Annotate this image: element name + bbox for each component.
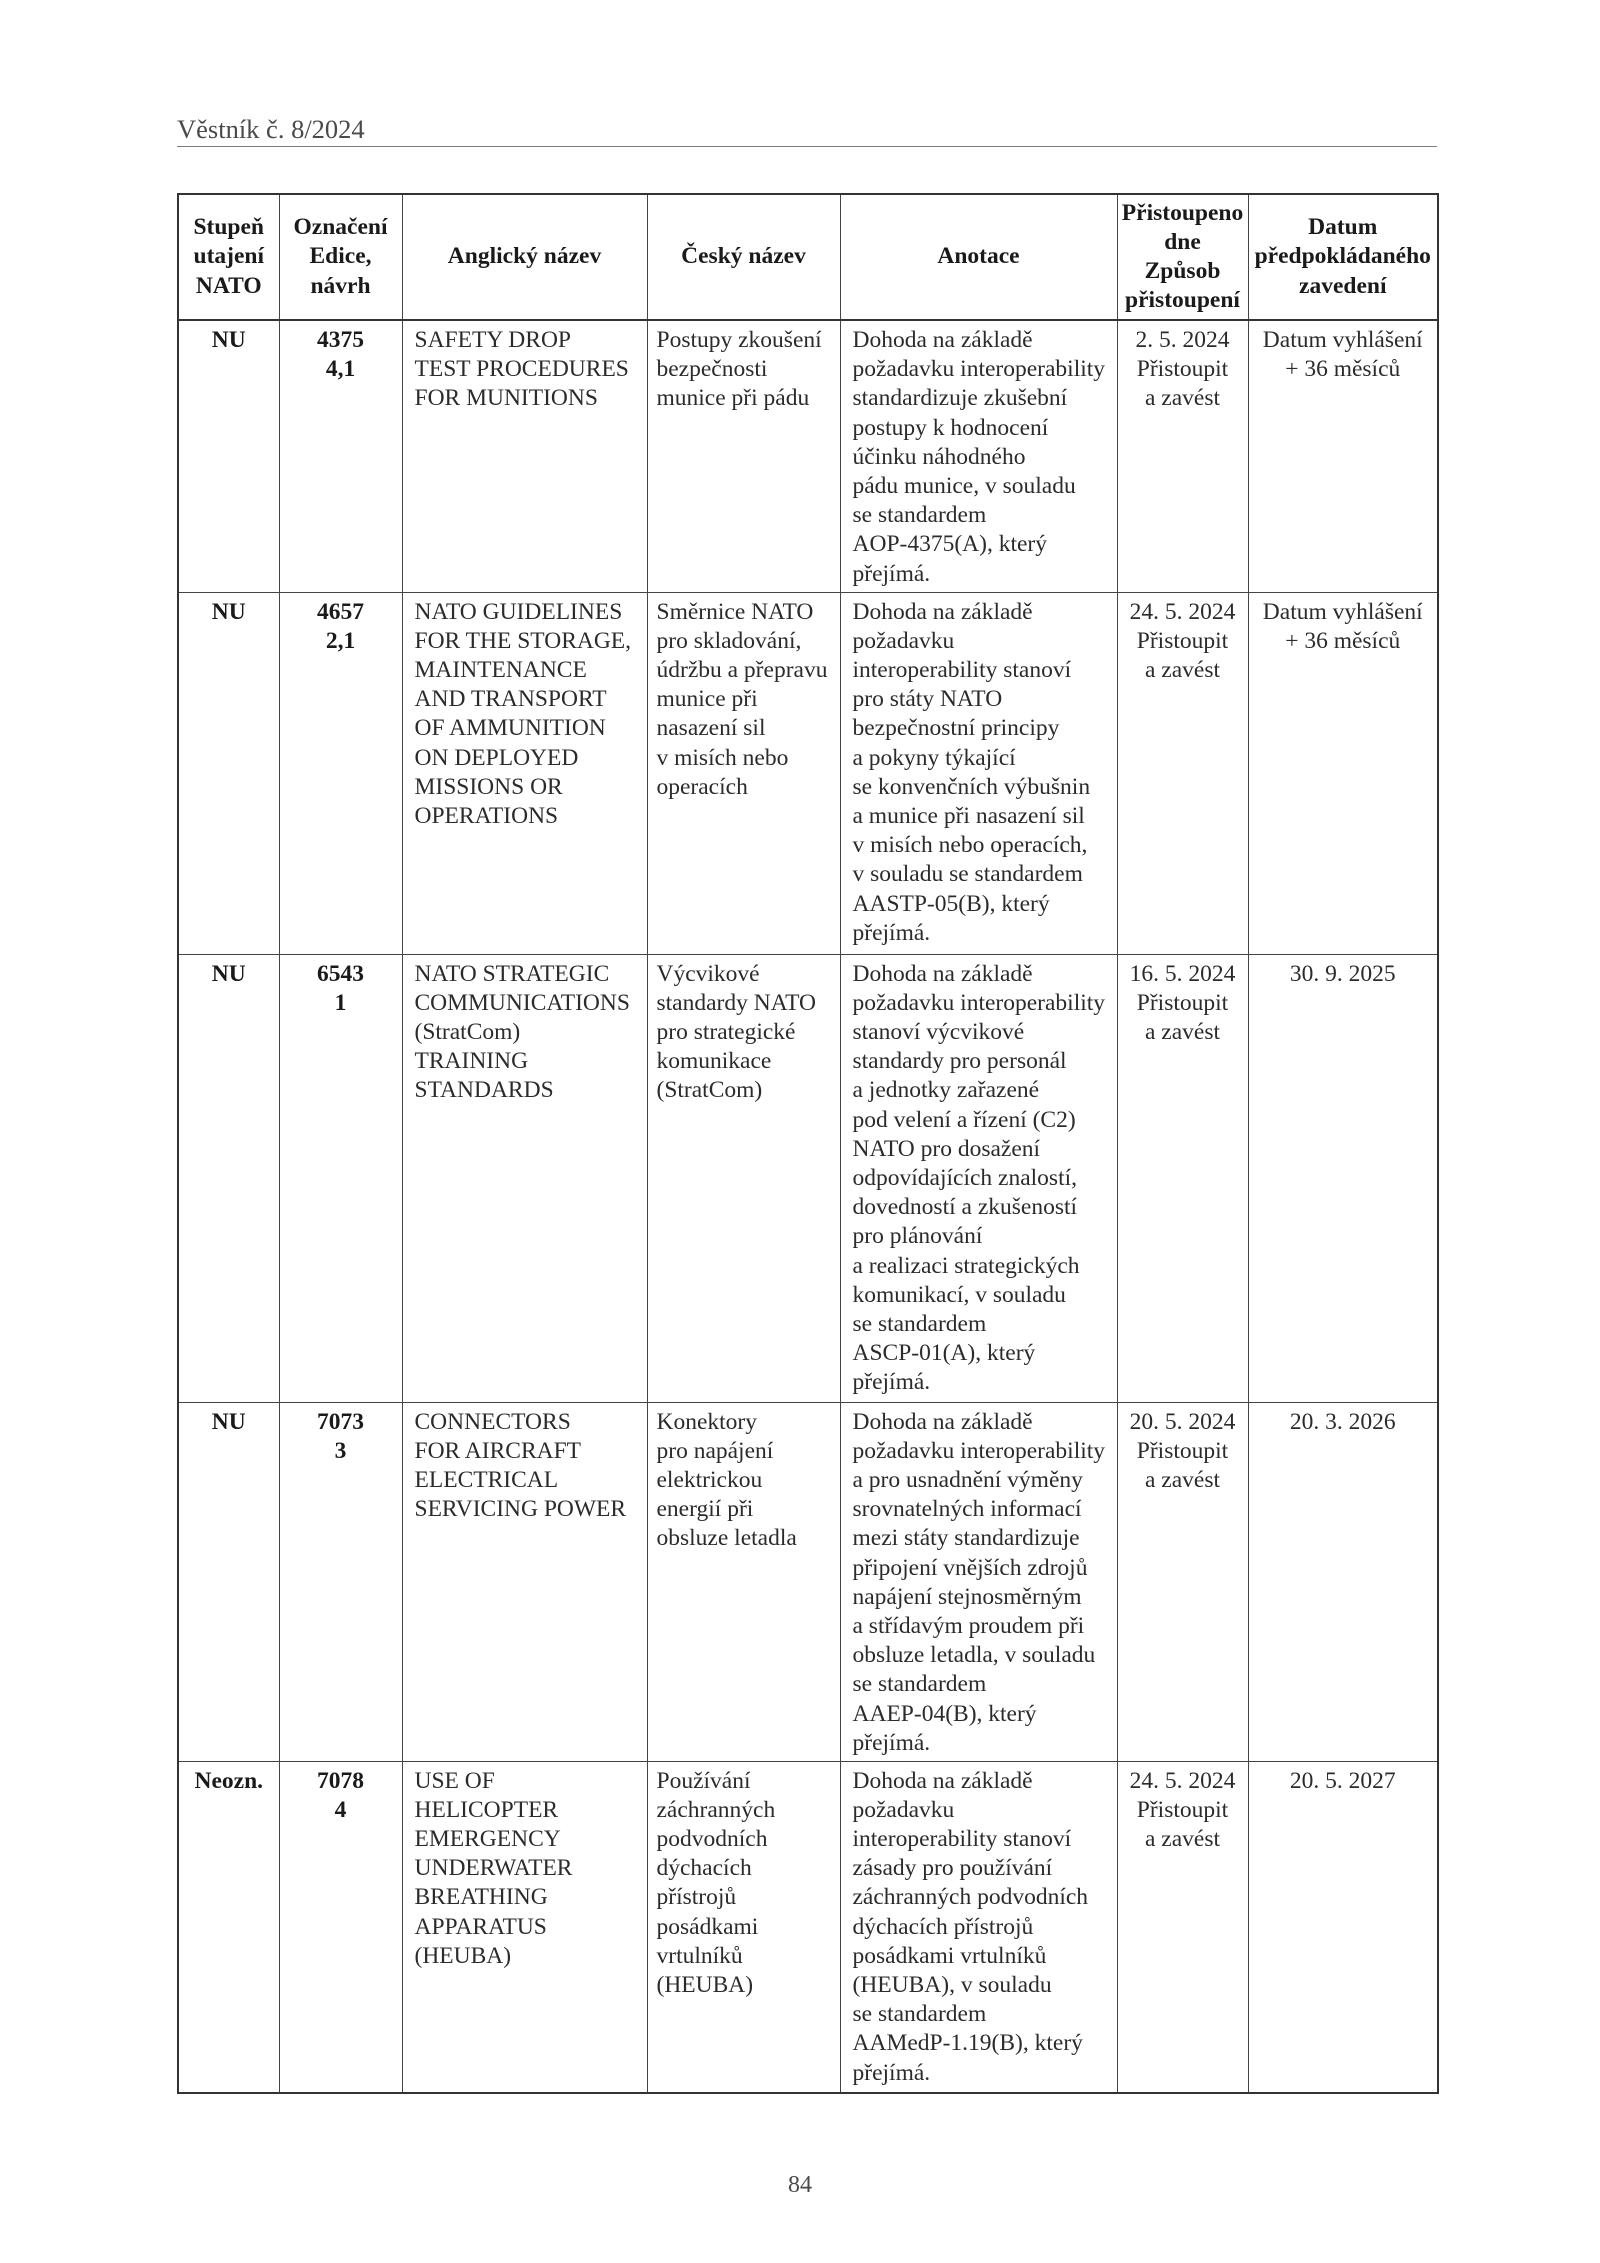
header-english-title: Anglický název xyxy=(402,194,647,320)
accession-method: Přistoupit a zavést xyxy=(1136,1437,1229,1493)
cell-english-title: SAFETY DROP TEST PROCEDURES FOR MUNITIONS xyxy=(402,320,647,592)
cell-annotation: Dohoda na základě požadavku interoperability standardizuje zkušební postupy k hodnocení účinku náhodného pádu munice, v souladu se standardem AOP-4375(A), který přejímá. xyxy=(840,320,1117,592)
cell-accession xyxy=(1117,320,1248,592)
cell-implementation-date: Datum vyhlášení + 36 měsíců xyxy=(1248,592,1438,954)
accession-date: 24. 5. 2024 xyxy=(1129,1767,1236,1794)
header-classification: Stupeň utajení NATO xyxy=(178,194,279,320)
cell-designation xyxy=(279,1402,402,1761)
cell-classification: NU xyxy=(178,954,279,1402)
table-header-row xyxy=(178,194,1438,320)
cell-czech-title: Používání záchranných podvodních dýchacích přístrojů posádkami vrtulníků (HEUBA) xyxy=(647,1761,840,2093)
cell-english-title: USE OF HELICOPTER EMERGENCY UNDERWATER BREATHING APPARATUS (HEUBA) xyxy=(402,1761,647,2093)
running-header: Věstník č. 8/2024 xyxy=(177,114,365,144)
cell-accession xyxy=(1117,1761,1248,2093)
table-row xyxy=(178,954,1438,1402)
standard-number: 7078 xyxy=(317,1767,364,1794)
table-row xyxy=(178,592,1438,954)
accession-method: Přistoupit a zavést xyxy=(1136,356,1229,412)
cell-designation xyxy=(279,320,402,592)
header-designation: Označení Edice, návrh xyxy=(279,194,402,320)
standard-number: 4657 xyxy=(317,598,364,625)
cell-classification: NU xyxy=(178,1402,279,1761)
edition-number: 2,1 xyxy=(325,627,356,654)
header-implementation-date: Datum předpokládaného zavedení xyxy=(1248,194,1438,320)
cell-english-title: CONNECTORS FOR AIRCRAFT ELECTRICAL SERVICING POWER xyxy=(402,1402,647,1761)
cell-classification: NU xyxy=(178,320,279,592)
cell-designation xyxy=(279,1761,402,2093)
cell-designation xyxy=(279,954,402,1402)
accession-date: 24. 5. 2024 xyxy=(1129,598,1236,625)
cell-annotation: Dohoda na základě požadavku interoperability stanoví výcvikové standardy pro personál a jednotky zařazené pod velení a řízení (C2) NATO pro dosažení odpovídajících znalostí, dovedností a zkušeností pro plánování a realizaci strategických komunikací, v souladu se standardem ASCP-01(A), který přejímá. xyxy=(840,954,1117,1402)
accession-date: 2. 5. 2024 xyxy=(1135,327,1230,353)
edition-number: 4 xyxy=(334,1796,347,1823)
page-number: 84 xyxy=(788,2172,812,2198)
edition-number: 1 xyxy=(334,989,347,1016)
cell-accession xyxy=(1117,1402,1248,1761)
cell-czech-title: Výcvikové standardy NATO pro strategické komunikace (StratCom) xyxy=(647,954,840,1402)
accession-method: Přistoupit a zavést xyxy=(1136,989,1229,1045)
standard-number: 7073 xyxy=(317,1408,364,1435)
cell-czech-title: Směrnice NATO pro skladování, údržbu a přepravu munice při nasazení sil v misích nebo operacích xyxy=(647,592,840,954)
cell-english-title: NATO STRATEGIC COMMUNICATIONS (StratCom) TRAINING STANDARDS xyxy=(402,954,647,1402)
cell-annotation: Dohoda na základě požadavku interoperability stanoví pro státy NATO bezpečnostní principy a pokyny týkající se konvenčních výbušnin a munice při nasazení sil v misích nebo operacích, v souladu se standardem AASTP-05(B), který přejímá. xyxy=(840,592,1117,954)
standards-table xyxy=(177,193,1439,2094)
cell-implementation-date: 20. 5. 2027 xyxy=(1248,1761,1438,2093)
edition-number: 4,1 xyxy=(325,356,356,383)
cell-classification: NU xyxy=(178,592,279,954)
cell-czech-title: Konektory pro napájení elektrickou energií při obsluze letadla xyxy=(647,1402,840,1761)
standard-number: 6543 xyxy=(317,960,364,987)
cell-accession xyxy=(1117,954,1248,1402)
table-row xyxy=(178,1761,1438,2093)
accession-date: 16. 5. 2024 xyxy=(1129,960,1236,987)
standard-number: 4375 xyxy=(317,327,364,353)
cell-classification: Neozn. xyxy=(178,1761,279,2093)
cell-annotation: Dohoda na základě požadavku interoperability stanoví zásady pro používání záchranných podvodních dýchacích přístrojů posádkami vrtulníků (HEUBA), v souladu se standardem AAMedP-1.19(B), který přejímá. xyxy=(840,1761,1117,2093)
table-row xyxy=(178,1402,1438,1761)
accession-method: Přistoupit a zavést xyxy=(1136,1796,1229,1852)
cell-english-title: NATO GUIDELINES FOR THE STORAGE, MAINTENANCE AND TRANSPORT OF AMMUNITION ON DEPLOYED MISSIONS OR OPERATIONS xyxy=(402,592,647,954)
header-annotation: Anotace xyxy=(840,194,1117,320)
header-accession: Přistoupeno dne Způsob přistoupení xyxy=(1117,194,1248,320)
edition-number: 3 xyxy=(334,1437,347,1464)
header-rule xyxy=(177,146,1437,147)
cell-implementation-date: 20. 3. 2026 xyxy=(1248,1402,1438,1761)
header-czech-title: Český název xyxy=(647,194,840,320)
accession-date: 20. 5. 2024 xyxy=(1129,1408,1236,1435)
cell-implementation-date: 30. 9. 2025 xyxy=(1248,954,1438,1402)
cell-implementation-date: Datum vyhlášení + 36 měsíců xyxy=(1248,320,1438,592)
table-row xyxy=(178,320,1438,592)
accession-method: Přistoupit a zavést xyxy=(1136,627,1229,683)
cell-accession xyxy=(1117,592,1248,954)
cell-designation xyxy=(279,592,402,954)
cell-czech-title: Postupy zkoušení bezpečnosti munice při pádu xyxy=(647,320,840,592)
cell-annotation: Dohoda na základě požadavku interoperability a pro usnadnění výměny srovnatelných informací mezi státy standardizuje připojení vnějších zdrojů napájení stejnosměrným a střídavým proudem při obsluze letadla, v souladu se standardem AAEP-04(B), který přejímá. xyxy=(840,1402,1117,1761)
